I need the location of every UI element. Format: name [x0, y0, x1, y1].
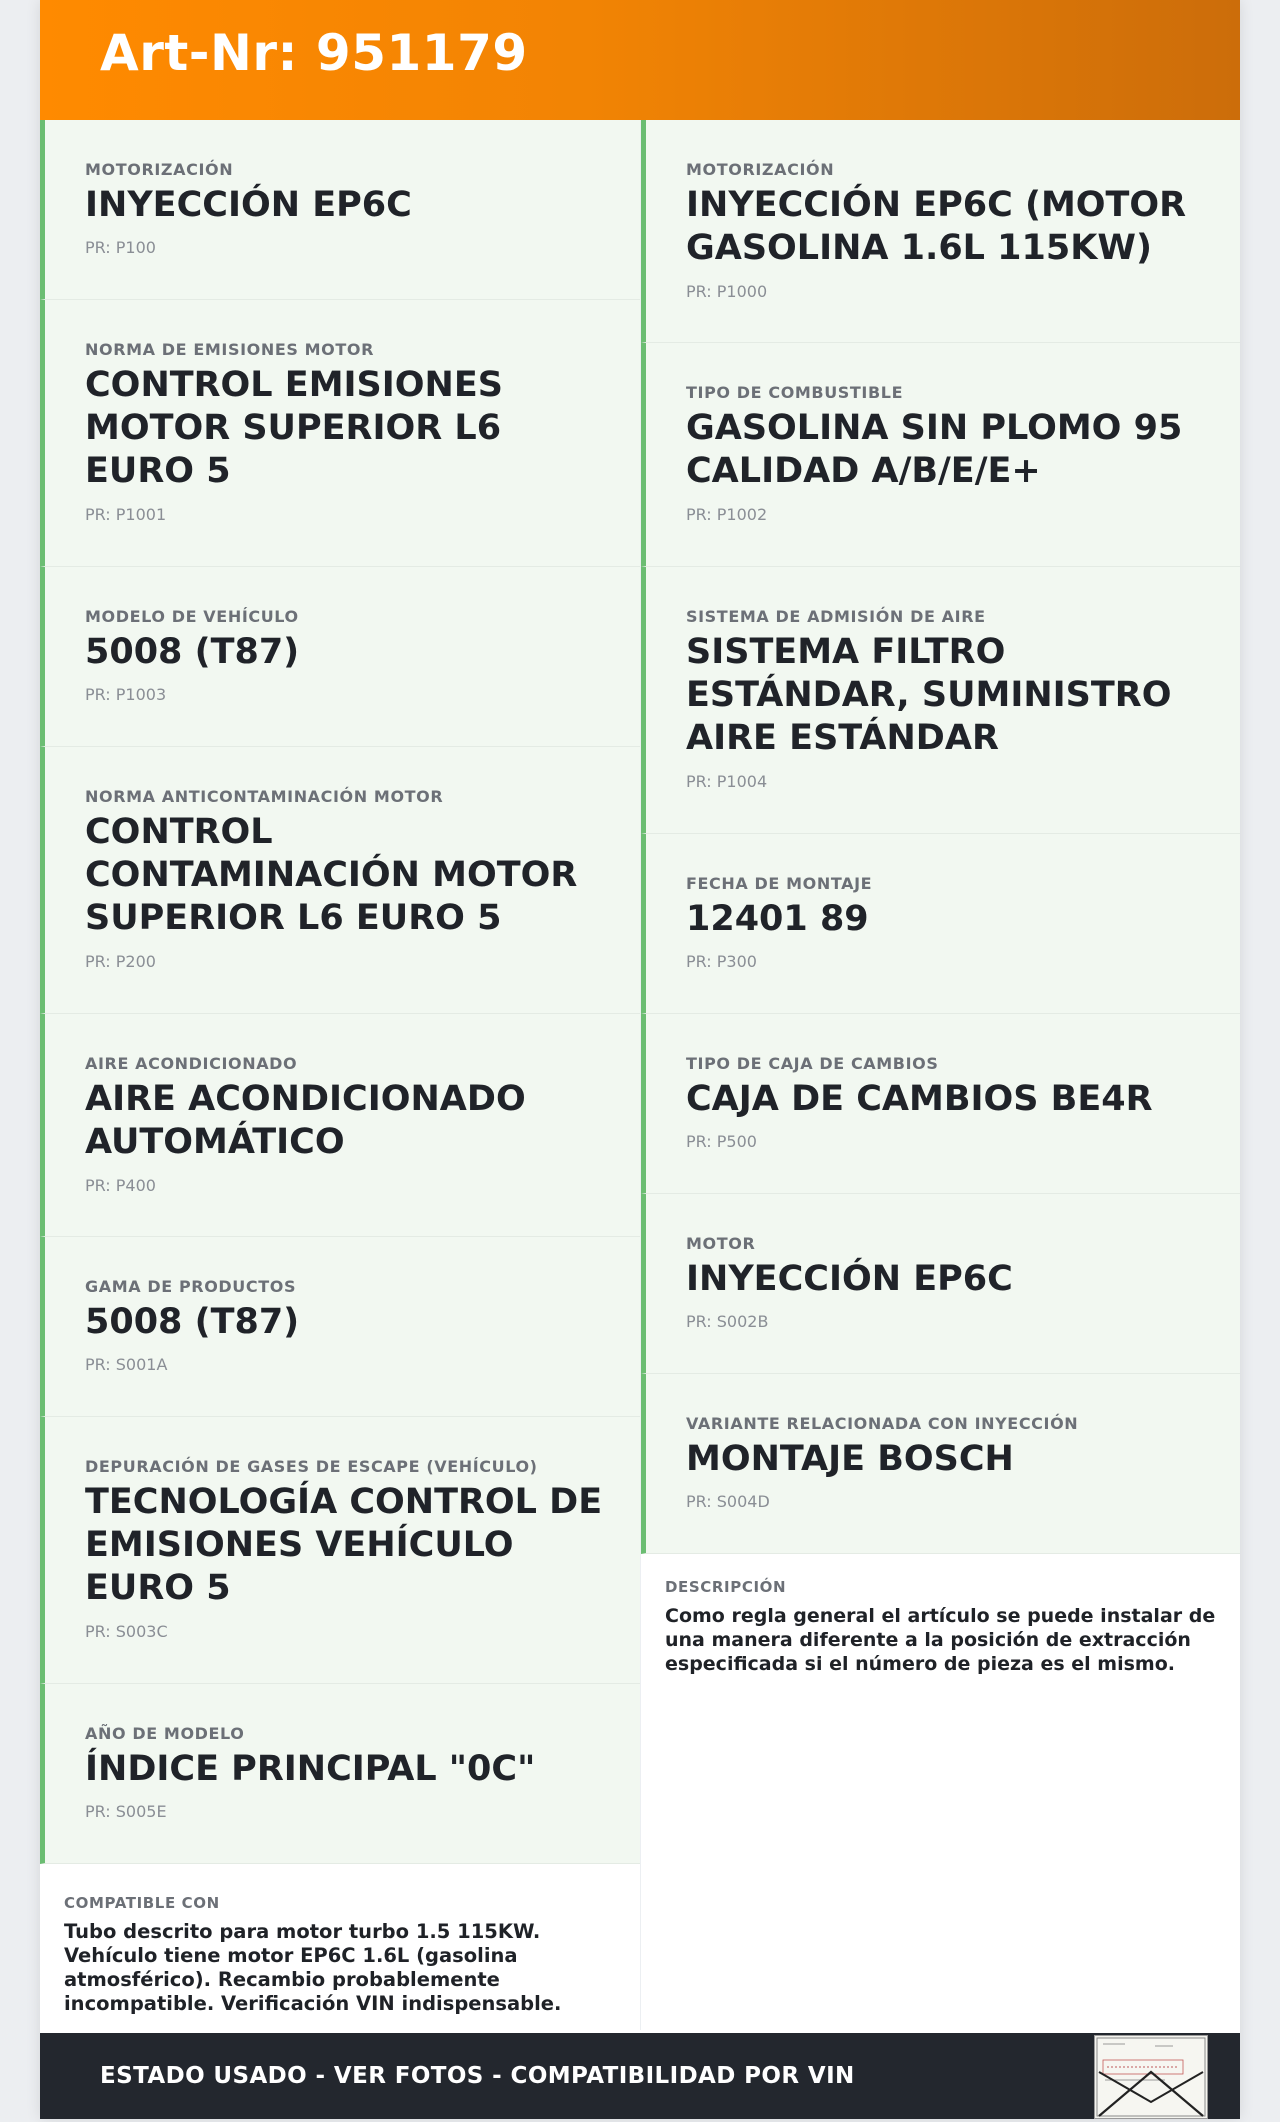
compatible-text: Tubo descrito para motor turbo 1.5 115KW. Vehículo tiene motor EP6C 1.6L (gasolina atmosférico). Recambio probablemente incompatible. Verificación VIN indispensable.	[64, 1920, 562, 2015]
spec-value: CONTROL EMISIONES MOTOR SUPERIOR L6 EURO 5	[85, 365, 503, 491]
footer-text: ESTADO USADO - VER FOTOS - COMPATIBILIDAD POR VIN	[100, 2063, 855, 2089]
spec-label: FECHA DE MONTAJE	[686, 874, 873, 893]
spec-pr-code: PR: P1002	[686, 505, 768, 524]
spec-value: MONTAJE BOSCH	[686, 1439, 1014, 1479]
product-sheet	[40, 0, 1240, 2119]
envelope-stamp-image	[1094, 2035, 1208, 2119]
right-spec-column	[640, 120, 1240, 2030]
spec-label: NORMA ANTICONTAMINACIÓN MOTOR	[85, 787, 444, 806]
spec-value: ÍNDICE PRINCIPAL "0C"	[85, 1749, 536, 1789]
spec-card	[40, 300, 640, 567]
spec-label: AÑO DE MODELO	[85, 1724, 245, 1743]
spec-value: GASOLINA SIN PLOMO 95 CALIDAD A/B/E/E+	[686, 408, 1183, 491]
spec-card	[641, 834, 1240, 1014]
spec-label: TIPO DE COMBUSTIBLE	[686, 383, 904, 402]
spec-label: MODELO DE VEHÍCULO	[85, 607, 299, 626]
spec-label: AIRE ACONDICIONADO	[85, 1054, 298, 1073]
spec-pr-code: PR: P400	[85, 1176, 156, 1195]
spec-pr-code: PR: P200	[85, 952, 156, 971]
spec-pr-code: PR: S004D	[686, 1492, 770, 1511]
description-section	[641, 1554, 1240, 1676]
spec-pr-code: PR: S002B	[686, 1312, 769, 1331]
spec-value: INYECCIÓN EP6C	[85, 185, 412, 225]
spec-label: SISTEMA DE ADMISIÓN DE AIRE	[686, 607, 986, 626]
spec-label: MOTORIZACIÓN	[686, 160, 835, 179]
spec-pr-code: PR: P1001	[85, 505, 167, 524]
spec-card	[40, 1417, 640, 1684]
spec-card	[641, 1374, 1240, 1554]
spec-pr-code: PR: S003C	[85, 1622, 168, 1641]
envelope-icon	[1095, 2036, 1207, 2118]
header-bar	[40, 0, 1240, 120]
description-label: DESCRIPCIÓN	[665, 1578, 787, 1596]
spec-value: 12401 89	[686, 899, 869, 939]
spec-pr-code: PR: P300	[686, 952, 757, 971]
spec-value: AIRE ACONDICIONADO AUTOMÁTICO	[85, 1079, 526, 1162]
spec-label: GAMA DE PRODUCTOS	[85, 1277, 297, 1296]
spec-card	[641, 567, 1240, 834]
spec-pr-code: PR: P100	[85, 238, 156, 257]
spec-card	[40, 120, 640, 300]
spec-label: TIPO DE CAJA DE CAMBIOS	[686, 1054, 939, 1073]
spec-value: CONTROL CONTAMINACIÓN MOTOR SUPERIOR L6 EURO 5	[85, 812, 578, 938]
spec-card	[40, 747, 640, 1014]
compatible-label: COMPATIBLE CON	[64, 1894, 220, 1912]
spec-label: MOTORIZACIÓN	[85, 160, 234, 179]
spec-value: TECNOLOGÍA CONTROL DE EMISIONES VEHÍCULO EURO 5	[85, 1482, 603, 1608]
article-number-title: Art-Nr: 951179	[100, 24, 528, 82]
spec-label: VARIANTE RELACIONADA CON INYECCIÓN	[686, 1414, 1079, 1433]
spec-value: 5008 (T87)	[85, 1302, 300, 1342]
spec-card	[40, 1684, 640, 1864]
spec-card	[641, 1014, 1240, 1194]
spec-value: CAJA DE CAMBIOS BE4R	[686, 1079, 1153, 1119]
spec-pr-code: PR: S001A	[85, 1355, 168, 1374]
spec-value: INYECCIÓN EP6C	[686, 1259, 1013, 1299]
spec-pr-code: PR: P1003	[85, 685, 167, 704]
left-spec-column	[40, 120, 640, 2015]
spec-label: MOTOR	[686, 1234, 756, 1253]
footer-bar	[40, 2033, 1240, 2119]
spec-pr-code: PR: P1000	[686, 282, 768, 301]
spec-pr-code: PR: P1004	[686, 772, 768, 791]
spec-value: SISTEMA FILTRO ESTÁNDAR, SUMINISTRO AIRE ESTÁNDAR	[686, 632, 1172, 758]
spec-card	[641, 1194, 1240, 1374]
spec-value: INYECCIÓN EP6C (MOTOR GASOLINA 1.6L 115KW)	[686, 185, 1187, 268]
spec-pr-code: PR: S005E	[85, 1802, 167, 1821]
spec-label: DEPURACIÓN DE GASES DE ESCAPE (VEHÍCULO)	[85, 1457, 538, 1476]
spec-card	[40, 1237, 640, 1417]
spec-label: NORMA DE EMISIONES MOTOR	[85, 340, 375, 359]
spec-card	[40, 1014, 640, 1237]
spec-pr-code: PR: P500	[686, 1132, 757, 1151]
spec-value: 5008 (T87)	[85, 632, 300, 672]
spec-card	[641, 343, 1240, 567]
spec-card	[641, 120, 1240, 343]
compatible-section	[40, 1864, 640, 2016]
spec-card	[40, 567, 640, 747]
description-text: Como regla general el artículo se puede instalar de una manera diferente a la posición de extracción especificada si el número de pieza es el mismo.	[665, 1605, 1216, 1675]
